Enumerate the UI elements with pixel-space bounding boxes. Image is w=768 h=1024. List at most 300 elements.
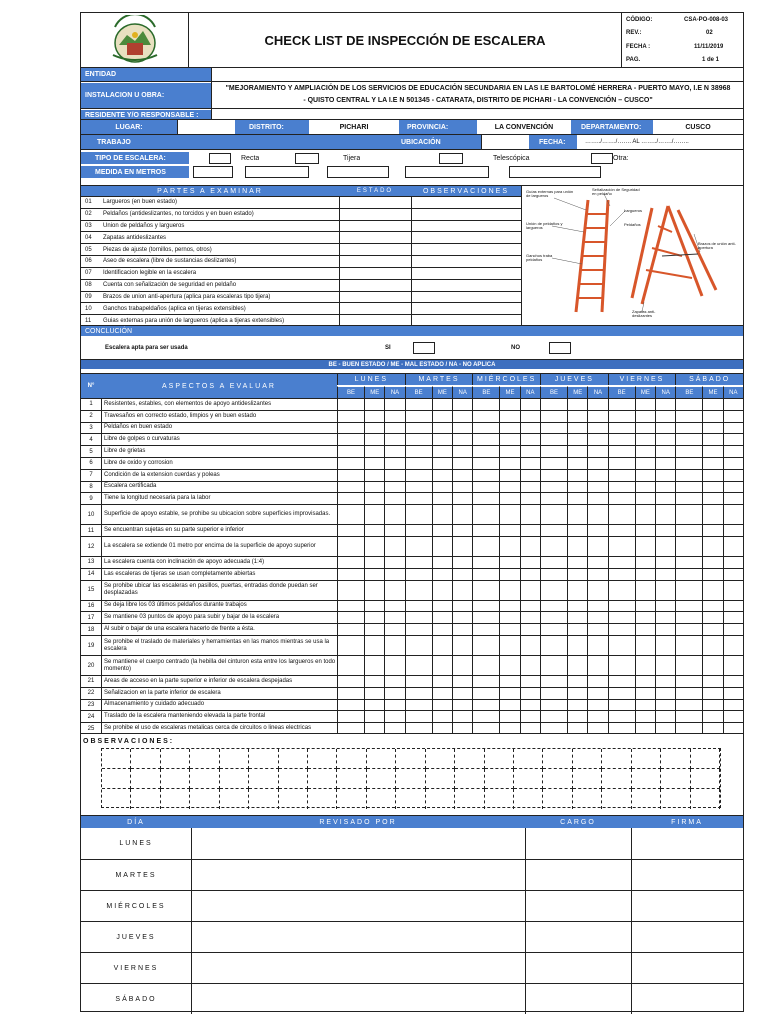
aspecto-check-cell[interactable] — [364, 710, 384, 722]
aspecto-check-cell[interactable] — [702, 398, 722, 410]
aspecto-check-cell[interactable] — [540, 469, 567, 481]
aspecto-check-cell[interactable] — [384, 556, 404, 568]
aspecto-check-cell[interactable] — [587, 536, 607, 556]
aspecto-check-cell[interactable] — [540, 524, 567, 536]
observacion-cell[interactable] — [161, 749, 190, 769]
aspecto-check-cell[interactable] — [567, 492, 587, 504]
aspecto-check-cell[interactable] — [675, 611, 702, 623]
aspecto-check-cell[interactable] — [635, 600, 655, 612]
partes-row-estado[interactable] — [339, 208, 411, 220]
aspecto-check-cell[interactable] — [655, 457, 675, 469]
aspecto-check-cell[interactable] — [337, 655, 364, 675]
aspecto-check-cell[interactable] — [675, 710, 702, 722]
aspecto-check-cell[interactable] — [675, 469, 702, 481]
aspecto-check-cell[interactable] — [432, 623, 452, 635]
aspecto-check-cell[interactable] — [675, 398, 702, 410]
partes-row-observacion[interactable] — [411, 243, 521, 255]
lugar-value[interactable] — [177, 120, 235, 134]
cargo-field[interactable] — [525, 828, 631, 859]
aspecto-check-cell[interactable] — [405, 600, 432, 612]
aspecto-check-cell[interactable] — [452, 699, 472, 711]
aspecto-check-cell[interactable] — [587, 556, 607, 568]
observacion-cell[interactable] — [337, 769, 366, 789]
aspecto-check-cell[interactable] — [635, 481, 655, 493]
aspecto-check-cell[interactable] — [452, 398, 472, 410]
aspecto-check-cell[interactable] — [337, 457, 364, 469]
observacion-cell[interactable] — [602, 769, 631, 789]
aspecto-check-cell[interactable] — [520, 445, 540, 457]
aspecto-check-cell[interactable] — [655, 445, 675, 457]
aspecto-check-cell[interactable] — [384, 524, 404, 536]
aspecto-check-cell[interactable] — [432, 481, 452, 493]
medida-input-4[interactable] — [405, 166, 489, 178]
aspecto-check-cell[interactable] — [675, 504, 702, 524]
aspecto-check-cell[interactable] — [337, 398, 364, 410]
observacion-cell[interactable] — [131, 769, 160, 789]
observaciones-grid[interactable] — [101, 748, 721, 808]
aspecto-check-cell[interactable] — [587, 687, 607, 699]
aspecto-check-cell[interactable] — [452, 457, 472, 469]
aspecto-check-cell[interactable] — [608, 410, 635, 422]
aspecto-check-cell[interactable] — [675, 422, 702, 434]
aspecto-check-cell[interactable] — [499, 410, 519, 422]
aspecto-check-cell[interactable] — [675, 600, 702, 612]
aspecto-check-cell[interactable] — [432, 675, 452, 687]
aspecto-check-cell[interactable] — [587, 675, 607, 687]
aspecto-check-cell[interactable] — [499, 687, 519, 699]
aspecto-check-cell[interactable] — [587, 492, 607, 504]
aspecto-check-cell[interactable] — [723, 611, 743, 623]
aspecto-check-cell[interactable] — [567, 600, 587, 612]
aspecto-check-cell[interactable] — [587, 580, 607, 600]
aspecto-check-cell[interactable] — [540, 623, 567, 635]
aspecto-check-cell[interactable] — [364, 524, 384, 536]
firma-field[interactable] — [631, 859, 743, 890]
aspecto-check-cell[interactable] — [635, 611, 655, 623]
aspecto-check-cell[interactable] — [337, 524, 364, 536]
aspecto-check-cell[interactable] — [432, 635, 452, 655]
aspecto-check-cell[interactable] — [405, 481, 432, 493]
aspecto-check-cell[interactable] — [608, 433, 635, 445]
aspecto-check-cell[interactable] — [723, 655, 743, 675]
aspecto-check-cell[interactable] — [499, 675, 519, 687]
aspecto-check-cell[interactable] — [384, 600, 404, 612]
observacion-cell[interactable] — [426, 749, 455, 769]
aspecto-check-cell[interactable] — [608, 469, 635, 481]
aspecto-check-cell[interactable] — [499, 635, 519, 655]
aspecto-check-cell[interactable] — [635, 556, 655, 568]
tipo-tijera-checkbox[interactable] — [295, 153, 319, 164]
aspecto-check-cell[interactable] — [452, 556, 472, 568]
aspecto-check-cell[interactable] — [432, 422, 452, 434]
aspecto-check-cell[interactable] — [337, 687, 364, 699]
aspecto-check-cell[interactable] — [337, 469, 364, 481]
aspecto-check-cell[interactable] — [587, 481, 607, 493]
aspecto-check-cell[interactable] — [702, 481, 722, 493]
aspecto-check-cell[interactable] — [567, 469, 587, 481]
medida-input-3[interactable] — [327, 166, 389, 178]
aspecto-check-cell[interactable] — [499, 536, 519, 556]
observacion-cell[interactable] — [485, 789, 514, 809]
observacion-cell[interactable] — [367, 769, 396, 789]
aspecto-check-cell[interactable] — [520, 687, 540, 699]
aspecto-check-cell[interactable] — [655, 699, 675, 711]
firma-field[interactable] — [631, 890, 743, 921]
aspecto-check-cell[interactable] — [432, 568, 452, 580]
aspecto-check-cell[interactable] — [723, 422, 743, 434]
aspecto-check-cell[interactable] — [472, 675, 499, 687]
aspecto-check-cell[interactable] — [499, 600, 519, 612]
aspecto-check-cell[interactable] — [432, 655, 452, 675]
observacion-cell[interactable] — [367, 789, 396, 809]
aspecto-check-cell[interactable] — [432, 469, 452, 481]
aspecto-check-cell[interactable] — [405, 635, 432, 655]
aspecto-check-cell[interactable] — [723, 481, 743, 493]
partes-row-estado[interactable] — [339, 243, 411, 255]
aspecto-check-cell[interactable] — [499, 580, 519, 600]
aspecto-check-cell[interactable] — [675, 699, 702, 711]
aspecto-check-cell[interactable] — [567, 710, 587, 722]
aspecto-check-cell[interactable] — [364, 492, 384, 504]
aspecto-check-cell[interactable] — [520, 433, 540, 445]
observacion-cell[interactable] — [573, 749, 602, 769]
aspecto-check-cell[interactable] — [452, 580, 472, 600]
aspecto-check-cell[interactable] — [384, 481, 404, 493]
aspecto-check-cell[interactable] — [520, 699, 540, 711]
aspecto-check-cell[interactable] — [432, 556, 452, 568]
aspecto-check-cell[interactable] — [384, 504, 404, 524]
aspecto-check-cell[interactable] — [499, 710, 519, 722]
aspecto-check-cell[interactable] — [702, 504, 722, 524]
aspecto-check-cell[interactable] — [364, 580, 384, 600]
aspecto-check-cell[interactable] — [364, 635, 384, 655]
partes-row-estado[interactable] — [339, 291, 411, 303]
aspecto-check-cell[interactable] — [364, 469, 384, 481]
aspecto-check-cell[interactable] — [337, 635, 364, 655]
aspecto-check-cell[interactable] — [384, 457, 404, 469]
aspecto-check-cell[interactable] — [452, 504, 472, 524]
observacion-cell[interactable] — [220, 769, 249, 789]
aspecto-check-cell[interactable] — [452, 687, 472, 699]
aspecto-check-cell[interactable] — [540, 492, 567, 504]
aspecto-check-cell[interactable] — [540, 398, 567, 410]
aspecto-check-cell[interactable] — [384, 568, 404, 580]
aspecto-check-cell[interactable] — [608, 699, 635, 711]
aspecto-check-cell[interactable] — [655, 481, 675, 493]
aspecto-check-cell[interactable] — [364, 568, 384, 580]
observacion-cell[interactable] — [308, 749, 337, 769]
aspecto-check-cell[interactable] — [472, 524, 499, 536]
aspecto-check-cell[interactable] — [723, 675, 743, 687]
aspecto-check-cell[interactable] — [472, 422, 499, 434]
aspecto-check-cell[interactable] — [384, 398, 404, 410]
observacion-cell[interactable] — [602, 749, 631, 769]
partes-row-estado[interactable] — [339, 255, 411, 267]
aspecto-check-cell[interactable] — [540, 611, 567, 623]
aspecto-check-cell[interactable] — [452, 635, 472, 655]
aspecto-check-cell[interactable] — [587, 433, 607, 445]
aspecto-check-cell[interactable] — [608, 536, 635, 556]
aspecto-check-cell[interactable] — [608, 445, 635, 457]
aspecto-check-cell[interactable] — [608, 457, 635, 469]
aspecto-check-cell[interactable] — [405, 433, 432, 445]
aspecto-check-cell[interactable] — [384, 611, 404, 623]
aspecto-check-cell[interactable] — [567, 655, 587, 675]
aspecto-check-cell[interactable] — [567, 536, 587, 556]
aspecto-check-cell[interactable] — [499, 623, 519, 635]
aspecto-check-cell[interactable] — [452, 492, 472, 504]
aspecto-check-cell[interactable] — [655, 524, 675, 536]
aspecto-check-cell[interactable] — [675, 675, 702, 687]
aspecto-check-cell[interactable] — [405, 410, 432, 422]
aspecto-check-cell[interactable] — [567, 675, 587, 687]
aspecto-check-cell[interactable] — [337, 422, 364, 434]
aspecto-check-cell[interactable] — [499, 568, 519, 580]
aspecto-check-cell[interactable] — [655, 600, 675, 612]
aspecto-check-cell[interactable] — [452, 445, 472, 457]
observacion-cell[interactable] — [161, 789, 190, 809]
aspecto-check-cell[interactable] — [635, 635, 655, 655]
aspecto-check-cell[interactable] — [723, 524, 743, 536]
observacion-cell[interactable] — [485, 769, 514, 789]
aspecto-check-cell[interactable] — [675, 687, 702, 699]
observacion-cell[interactable] — [308, 769, 337, 789]
aspecto-check-cell[interactable] — [499, 504, 519, 524]
observacion-cell[interactable] — [220, 749, 249, 769]
aspecto-check-cell[interactable] — [452, 568, 472, 580]
observacion-cell[interactable] — [514, 749, 543, 769]
aspecto-check-cell[interactable] — [540, 504, 567, 524]
aspecto-check-cell[interactable] — [337, 536, 364, 556]
aspecto-check-cell[interactable] — [520, 556, 540, 568]
aspecto-check-cell[interactable] — [540, 675, 567, 687]
aspecto-check-cell[interactable] — [384, 410, 404, 422]
observacion-cell[interactable] — [661, 749, 690, 769]
aspecto-check-cell[interactable] — [567, 635, 587, 655]
aspecto-check-cell[interactable] — [520, 635, 540, 655]
aspecto-check-cell[interactable] — [499, 469, 519, 481]
aspecto-check-cell[interactable] — [655, 623, 675, 635]
aspecto-check-cell[interactable] — [405, 469, 432, 481]
aspecto-check-cell[interactable] — [567, 481, 587, 493]
aspecto-check-cell[interactable] — [567, 623, 587, 635]
aspecto-check-cell[interactable] — [452, 623, 472, 635]
aspecto-check-cell[interactable] — [540, 481, 567, 493]
aspecto-check-cell[interactable] — [635, 492, 655, 504]
aspecto-check-cell[interactable] — [432, 710, 452, 722]
aspecto-check-cell[interactable] — [608, 568, 635, 580]
aspecto-check-cell[interactable] — [587, 655, 607, 675]
aspecto-check-cell[interactable] — [587, 445, 607, 457]
aspecto-check-cell[interactable] — [405, 398, 432, 410]
aspecto-check-cell[interactable] — [608, 492, 635, 504]
aspecto-check-cell[interactable] — [520, 524, 540, 536]
aspecto-check-cell[interactable] — [635, 524, 655, 536]
aspecto-check-cell[interactable] — [675, 410, 702, 422]
aspecto-check-cell[interactable] — [364, 536, 384, 556]
aspecto-check-cell[interactable] — [702, 710, 722, 722]
observacion-cell[interactable] — [691, 749, 720, 769]
aspecto-check-cell[interactable] — [608, 675, 635, 687]
observacion-cell[interactable] — [190, 749, 219, 769]
observacion-cell[interactable] — [426, 789, 455, 809]
aspecto-check-cell[interactable] — [608, 504, 635, 524]
aspecto-check-cell[interactable] — [702, 445, 722, 457]
aspecto-check-cell[interactable] — [702, 611, 722, 623]
aspecto-check-cell[interactable] — [472, 568, 499, 580]
aspecto-check-cell[interactable] — [384, 580, 404, 600]
aspecto-check-cell[interactable] — [635, 410, 655, 422]
aspecto-check-cell[interactable] — [364, 481, 384, 493]
partes-row-observacion[interactable] — [411, 231, 521, 243]
aspecto-check-cell[interactable] — [608, 580, 635, 600]
medida-input-2[interactable] — [245, 166, 309, 178]
aspecto-check-cell[interactable] — [364, 445, 384, 457]
aspecto-check-cell[interactable] — [567, 504, 587, 524]
aspecto-check-cell[interactable] — [452, 600, 472, 612]
aspecto-check-cell[interactable] — [472, 481, 499, 493]
observacion-cell[interactable] — [573, 789, 602, 809]
observacion-cell[interactable] — [691, 789, 720, 809]
aspecto-check-cell[interactable] — [655, 422, 675, 434]
aspecto-check-cell[interactable] — [364, 655, 384, 675]
aspecto-check-cell[interactable] — [723, 600, 743, 612]
aspecto-check-cell[interactable] — [655, 568, 675, 580]
aspecto-check-cell[interactable] — [520, 398, 540, 410]
aspecto-check-cell[interactable] — [567, 457, 587, 469]
aspecto-check-cell[interactable] — [364, 687, 384, 699]
aspecto-check-cell[interactable] — [702, 655, 722, 675]
aspecto-check-cell[interactable] — [405, 675, 432, 687]
aspecto-check-cell[interactable] — [587, 504, 607, 524]
aspecto-check-cell[interactable] — [635, 580, 655, 600]
aspecto-check-cell[interactable] — [675, 580, 702, 600]
aspecto-check-cell[interactable] — [472, 611, 499, 623]
observacion-cell[interactable] — [367, 749, 396, 769]
aspecto-check-cell[interactable] — [405, 655, 432, 675]
aspecto-check-cell[interactable] — [723, 710, 743, 722]
tipo-recta-checkbox[interactable] — [209, 153, 231, 164]
aspecto-check-cell[interactable] — [540, 580, 567, 600]
aspecto-check-cell[interactable] — [472, 600, 499, 612]
aspecto-check-cell[interactable] — [723, 687, 743, 699]
partes-row-estado[interactable] — [339, 267, 411, 279]
aspecto-check-cell[interactable] — [608, 600, 635, 612]
aspecto-check-cell[interactable] — [384, 675, 404, 687]
aspecto-check-cell[interactable] — [337, 445, 364, 457]
revisado-por-field[interactable] — [191, 983, 525, 1014]
aspecto-check-cell[interactable] — [499, 524, 519, 536]
aspecto-check-cell[interactable] — [364, 611, 384, 623]
aspecto-check-cell[interactable] — [432, 457, 452, 469]
aspecto-check-cell[interactable] — [405, 699, 432, 711]
aspecto-check-cell[interactable] — [384, 635, 404, 655]
aspecto-check-cell[interactable] — [452, 410, 472, 422]
observacion-cell[interactable] — [455, 749, 484, 769]
aspecto-check-cell[interactable] — [635, 623, 655, 635]
partes-row-observacion[interactable] — [411, 291, 521, 303]
aspecto-check-cell[interactable] — [540, 635, 567, 655]
aspecto-check-cell[interactable] — [540, 457, 567, 469]
aspecto-check-cell[interactable] — [384, 433, 404, 445]
aspecto-check-cell[interactable] — [540, 687, 567, 699]
firma-field[interactable] — [631, 983, 743, 1014]
observacion-cell[interactable] — [543, 769, 572, 789]
aspecto-check-cell[interactable] — [364, 410, 384, 422]
observacion-cell[interactable] — [249, 789, 278, 809]
aspecto-check-cell[interactable] — [472, 410, 499, 422]
aspecto-check-cell[interactable] — [364, 600, 384, 612]
partes-row-observacion[interactable] — [411, 302, 521, 314]
aspecto-check-cell[interactable] — [384, 536, 404, 556]
firma-field[interactable] — [631, 952, 743, 983]
partes-row-observacion[interactable] — [411, 208, 521, 220]
aspecto-check-cell[interactable] — [635, 536, 655, 556]
aspecto-check-cell[interactable] — [337, 433, 364, 445]
aspecto-check-cell[interactable] — [364, 556, 384, 568]
aspecto-check-cell[interactable] — [587, 457, 607, 469]
aspecto-check-cell[interactable] — [567, 445, 587, 457]
aspecto-check-cell[interactable] — [520, 675, 540, 687]
aspecto-check-cell[interactable] — [587, 568, 607, 580]
distrito-value[interactable]: PICHARI — [339, 123, 369, 131]
observacion-cell[interactable] — [514, 769, 543, 789]
observacion-cell[interactable] — [514, 789, 543, 809]
aspecto-check-cell[interactable] — [608, 635, 635, 655]
aspecto-check-cell[interactable] — [472, 504, 499, 524]
aspecto-check-cell[interactable] — [635, 687, 655, 699]
aspecto-check-cell[interactable] — [384, 422, 404, 434]
revisado-por-field[interactable] — [191, 828, 525, 859]
aspecto-check-cell[interactable] — [452, 433, 472, 445]
aspecto-check-cell[interactable] — [608, 481, 635, 493]
aspecto-check-cell[interactable] — [635, 710, 655, 722]
aspecto-check-cell[interactable] — [655, 611, 675, 623]
aspecto-check-cell[interactable] — [675, 433, 702, 445]
observacion-cell[interactable] — [161, 769, 190, 789]
partes-row-observacion[interactable] — [411, 267, 521, 279]
observacion-cell[interactable] — [396, 789, 425, 809]
aspecto-check-cell[interactable] — [723, 568, 743, 580]
aspecto-check-cell[interactable] — [499, 457, 519, 469]
aspecto-check-cell[interactable] — [608, 710, 635, 722]
aspecto-check-cell[interactable] — [540, 699, 567, 711]
aspecto-check-cell[interactable] — [472, 398, 499, 410]
aspecto-check-cell[interactable] — [472, 580, 499, 600]
aspecto-check-cell[interactable] — [540, 710, 567, 722]
partes-row-estado[interactable] — [339, 196, 411, 208]
departamento-value[interactable]: CUSCO — [685, 123, 711, 131]
aspecto-check-cell[interactable] — [364, 398, 384, 410]
aspecto-check-cell[interactable] — [567, 687, 587, 699]
aspecto-check-cell[interactable] — [452, 536, 472, 556]
aspecto-check-cell[interactable] — [364, 422, 384, 434]
observacion-cell[interactable] — [455, 789, 484, 809]
aspecto-check-cell[interactable] — [635, 422, 655, 434]
aspecto-check-cell[interactable] — [499, 611, 519, 623]
aspecto-check-cell[interactable] — [608, 398, 635, 410]
observacion-cell[interactable] — [102, 769, 131, 789]
observacion-cell[interactable] — [279, 769, 308, 789]
aspecto-check-cell[interactable] — [520, 457, 540, 469]
aspecto-check-cell[interactable] — [452, 611, 472, 623]
aspecto-check-cell[interactable] — [655, 556, 675, 568]
aspecto-check-cell[interactable] — [655, 580, 675, 600]
aspecto-check-cell[interactable] — [405, 568, 432, 580]
aspecto-check-cell[interactable] — [587, 600, 607, 612]
observacion-cell[interactable] — [543, 749, 572, 769]
aspecto-check-cell[interactable] — [452, 524, 472, 536]
